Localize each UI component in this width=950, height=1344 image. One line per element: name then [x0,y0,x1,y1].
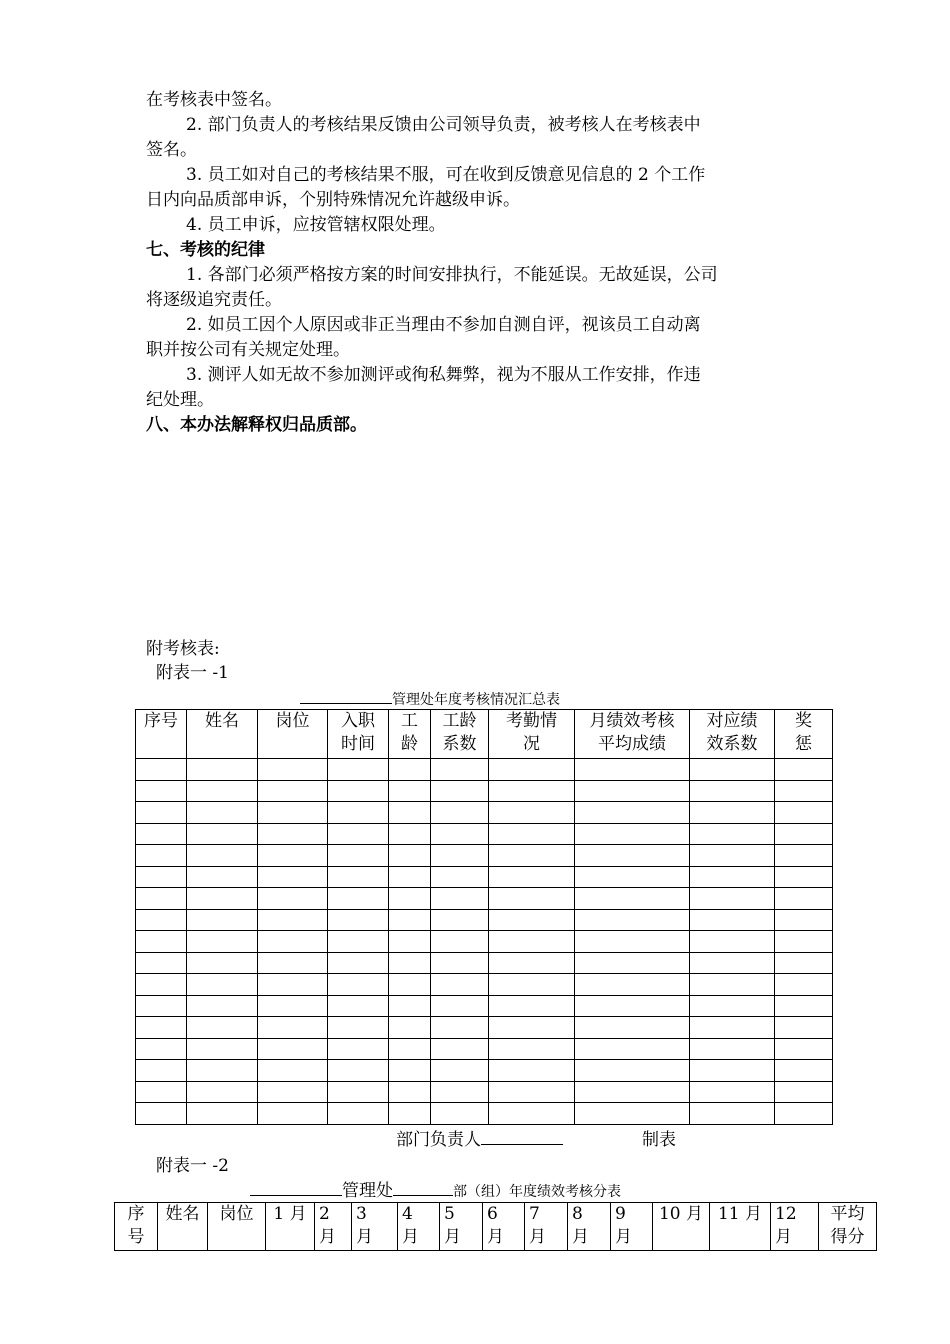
table-cell [489,1103,575,1125]
table-cell [136,1081,187,1103]
table-cell [690,802,775,824]
summary-header-text: 系数 [442,734,477,754]
table1-caption [300,689,560,709]
table-cell [258,1017,328,1039]
table-cell [136,888,187,910]
table-cell [328,888,389,910]
table-cell [690,1060,775,1082]
table-cell [575,1038,690,1060]
monthly-table [114,1202,877,1251]
monthly-header-cell [710,1203,771,1251]
section8-heading: 八、本办法解释权归品质部。 [146,415,367,435]
monthly-header-cell [525,1203,568,1251]
summary-table-header [136,710,833,759]
appendix-intro: 附考核表: [146,639,220,659]
table-cell [389,1038,431,1060]
monthly-header-text: 7 [529,1204,540,1224]
table-cell [690,1017,775,1039]
monthly-header-text: 岗位 [219,1204,254,1224]
signoff-line [396,1128,563,1152]
table-row [136,1038,833,1060]
monthly-header-cell [352,1203,398,1251]
monthly-header-text: 8 [572,1204,583,1224]
table-cell [136,823,187,845]
table-cell [775,1103,833,1125]
table-cell [136,995,187,1017]
table-cell [389,952,431,974]
table-cell [489,823,575,845]
table-cell [575,995,690,1017]
table-row [136,888,833,910]
table-cell [431,823,489,845]
table2-label: 附表一 -2 [156,1156,229,1176]
summary-header-text: 况 [523,734,540,754]
body-line-4: 3. 员工如对自己的考核结果不服，可在收到反馈意见信息的 2 个工作 [186,165,706,185]
table-cell [775,1081,833,1103]
table-cell [389,1081,431,1103]
monthly-header-text: 月 [319,1227,336,1247]
table-cell [489,780,575,802]
table-cell [775,802,833,824]
monthly-table-header [115,1203,877,1251]
signoff-blank [481,1128,563,1145]
section7-line-5: 3. 测评人如无故不参加测评或徇私舞弊，视为不服从工作安排，作违 [186,365,701,385]
monthly-header-text: 6 [487,1204,498,1224]
table-cell [575,1081,690,1103]
table-cell [575,866,690,888]
summary-header-cell [775,710,833,759]
table-cell [328,1103,389,1125]
table-cell [690,1038,775,1060]
monthly-header-text: 月 [615,1227,632,1247]
body-line-3: 签名。 [146,140,197,160]
table-cell [258,759,328,781]
monthly-header-cell [771,1203,819,1251]
table-cell [775,845,833,867]
monthly-header-text: 9 [615,1204,626,1224]
table-cell [258,1038,328,1060]
table-cell [489,888,575,910]
table-cell [775,931,833,953]
table2-caption-blank-2 [393,1181,453,1196]
table-cell [258,952,328,974]
table-cell [136,909,187,931]
table-cell [575,845,690,867]
table-cell [431,995,489,1017]
table-cell [258,780,328,802]
monthly-header-text: 10 月 [658,1204,704,1224]
table-cell [389,995,431,1017]
table-row [136,845,833,867]
monthly-header-cell [819,1203,877,1251]
table-cell [575,909,690,931]
monthly-header-text: 月 [356,1227,373,1247]
summary-header-text: 对应绩 [706,711,758,731]
table-cell [328,1081,389,1103]
table-cell [136,1017,187,1039]
table-cell [775,909,833,931]
table-cell [389,974,431,996]
table-cell [328,845,389,867]
table-cell [575,1017,690,1039]
summary-header-cell [489,710,575,759]
table-cell [690,759,775,781]
monthly-header-text: 月 [487,1227,504,1247]
monthly-header-text: 得分 [830,1227,865,1247]
table-row [136,995,833,1017]
table-cell [136,1038,187,1060]
summary-header-text: 序号 [144,711,178,731]
summary-header-cell [328,710,389,759]
table-cell [187,866,258,888]
table-cell [187,1103,258,1125]
summary-header-text: 奖 [795,711,812,731]
summary-header-text: 时间 [341,734,375,754]
table-cell [690,780,775,802]
table-cell [187,995,258,1017]
table-cell [389,823,431,845]
table-row [136,1017,833,1039]
summary-header-cell [389,710,431,759]
table-cell [258,866,328,888]
monthly-header-text: 月 [775,1227,792,1247]
table-cell [389,845,431,867]
table-cell [328,1017,389,1039]
table-cell [258,845,328,867]
monthly-header-cell [266,1203,315,1251]
body-line-1: 在考核表中签名。 [146,90,282,110]
monthly-header-cell [611,1203,653,1251]
table-row [136,1103,833,1125]
signoff-person: 部门负责人 [396,1130,481,1150]
summary-header-text: 工 [401,711,418,731]
summary-header-cell [187,710,258,759]
table2-caption-blank-1 [250,1181,342,1196]
table-cell [187,974,258,996]
table-cell [690,995,775,1017]
section7-line-4: 职并按公司有关规定处理。 [146,340,350,360]
monthly-header-text: 月 [402,1227,419,1247]
table-cell [187,952,258,974]
table-cell [389,780,431,802]
signoff-make: 制表 [642,1130,676,1150]
table-cell [489,866,575,888]
table-cell [690,845,775,867]
monthly-header-cell [483,1203,525,1251]
section7-line-3: 2. 如员工因个人原因或非正当理由不参加自测自评，视该员工自动离 [186,315,701,335]
summary-header-cell [431,710,489,759]
summary-header-cell [136,710,187,759]
summary-header-cell [690,710,775,759]
table-cell [258,909,328,931]
table-cell [575,952,690,974]
table-cell [690,931,775,953]
table-cell [187,888,258,910]
table-cell [431,1103,489,1125]
monthly-header-text: 月 [572,1227,589,1247]
table-row [136,974,833,996]
summary-header-text: 岗位 [275,711,310,731]
table2-caption [250,1179,621,1204]
monthly-header-text: 3 [356,1204,367,1224]
table-cell [775,1038,833,1060]
table-cell [775,866,833,888]
table-cell [431,931,489,953]
table-cell [489,1038,575,1060]
table-row [136,952,833,974]
body-line-2: 2. 部门负责人的考核结果反馈由公司领导负责，被考核人在考核表中 [186,115,701,135]
monthly-header-text: 4 [402,1204,413,1224]
section7-heading: 七、考核的纪律 [146,240,265,260]
table-row [136,802,833,824]
table-row [136,931,833,953]
table-cell [328,931,389,953]
table-cell [389,802,431,824]
table-cell [187,845,258,867]
table-cell [258,1060,328,1082]
summary-header-text: 龄 [401,734,418,754]
monthly-header-text: 姓名 [165,1204,200,1224]
table-cell [431,1017,489,1039]
summary-header-text: 平均成绩 [598,734,666,754]
table-cell [575,888,690,910]
monthly-header-text: 月 [444,1227,461,1247]
table-cell [489,845,575,867]
summary-header-text: 月绩效考核 [589,711,675,731]
table-cell [328,780,389,802]
table-cell [328,759,389,781]
body-line-6: 4. 员工申诉，应按管辖权限处理。 [186,215,446,235]
table-row [136,1081,833,1103]
table-cell [187,931,258,953]
table-cell [489,952,575,974]
table-cell [775,1017,833,1039]
table-cell [187,1038,258,1060]
table1-caption-text: 管理处年度考核情况汇总表 [392,692,560,708]
table-cell [136,780,187,802]
table-cell [187,1017,258,1039]
table-row [136,866,833,888]
table-cell [575,1103,690,1125]
table-cell [690,952,775,974]
summary-table [135,709,833,1125]
table-cell [431,759,489,781]
table-cell [489,1060,575,1082]
table-row [136,780,833,802]
table-cell [258,974,328,996]
table-cell [775,780,833,802]
monthly-header-text: 2 [319,1204,330,1224]
summary-header-cell [575,710,690,759]
monthly-header-cell [440,1203,483,1251]
table-cell [489,759,575,781]
table-cell [690,888,775,910]
table-cell [431,1081,489,1103]
monthly-header-text: 1 月 [273,1204,307,1224]
table-cell [258,823,328,845]
table-cell [690,866,775,888]
table-cell [328,909,389,931]
table-cell [187,802,258,824]
summary-header-text: 工龄 [442,711,477,731]
table-cell [136,974,187,996]
table-cell [775,759,833,781]
table1-caption-blank [300,689,392,704]
monthly-header-cell [315,1203,352,1251]
monthly-header-cell [115,1203,158,1251]
table-cell [431,952,489,974]
monthly-header-text: 序 [127,1204,145,1224]
table-cell [328,995,389,1017]
table-cell [489,995,575,1017]
table-cell [389,888,431,910]
table-cell [690,909,775,931]
table-cell [431,974,489,996]
summary-header-text: 惩 [795,734,812,754]
table-cell [431,866,489,888]
table-cell [575,823,690,845]
body-line-5: 日内向品质部申诉，个别特殊情况允许越级申诉。 [146,190,520,210]
table-cell [258,995,328,1017]
table-cell [489,974,575,996]
table-cell [136,1060,187,1082]
table-cell [187,823,258,845]
summary-header-text: 考勤情 [506,711,557,731]
section7-line-1: 1. 各部门必须严格按方案的时间安排执行，不能延误。无故延误，公司 [186,265,718,285]
table-cell [389,1060,431,1082]
table-cell [389,909,431,931]
table-cell [489,1081,575,1103]
table-row [136,909,833,931]
summary-header-text: 入职 [341,711,375,731]
table-cell [775,823,833,845]
table-row [136,759,833,781]
table-cell [575,780,690,802]
table-cell [431,780,489,802]
table-cell [328,802,389,824]
table-cell [775,974,833,996]
table-cell [389,1103,431,1125]
table-cell [575,802,690,824]
table2-caption-a: 管理处 [342,1181,393,1201]
table-cell [136,759,187,781]
summary-header-text: 姓名 [205,711,239,731]
table-cell [431,909,489,931]
table-cell [328,866,389,888]
table-cell [575,931,690,953]
table-cell [775,995,833,1017]
table-cell [389,931,431,953]
table-cell [690,1103,775,1125]
table-cell [187,909,258,931]
monthly-header-text: 平均 [830,1204,865,1224]
table-cell [258,1081,328,1103]
table-cell [187,1081,258,1103]
table-cell [258,802,328,824]
table-cell [489,802,575,824]
table-cell [136,866,187,888]
monthly-header-text: 11 月 [717,1204,763,1224]
table-cell [489,1017,575,1039]
monthly-header-text: 12 [775,1204,797,1224]
table-cell [136,931,187,953]
monthly-header-cell [568,1203,611,1251]
table-cell [575,1060,690,1082]
table-cell [389,866,431,888]
table-cell [690,974,775,996]
summary-header-text: 效系数 [706,734,758,754]
table-cell [575,974,690,996]
monthly-header-cell [653,1203,710,1251]
table-cell [775,1060,833,1082]
summary-header-cell [258,710,328,759]
table2-caption-b: 部（组）年度绩效考核分表 [453,1184,621,1200]
table-cell [328,1038,389,1060]
table-cell [775,952,833,974]
section7-line-6: 纪处理。 [146,390,214,410]
table-cell [136,952,187,974]
table-row [136,823,833,845]
table1-label: 附表一 -1 [156,663,229,683]
table-cell [575,759,690,781]
table-cell [328,823,389,845]
table-cell [136,845,187,867]
table-cell [690,823,775,845]
table-cell [431,1060,489,1082]
table-cell [431,1038,489,1060]
table-cell [690,1081,775,1103]
table-cell [136,1103,187,1125]
table-cell [328,974,389,996]
table-cell [775,888,833,910]
section7-line-2: 将逐级追究责任。 [146,290,282,310]
monthly-header-cell [158,1203,208,1251]
monthly-header-cell [208,1203,266,1251]
monthly-header-text: 月 [529,1227,546,1247]
table-cell [187,780,258,802]
monthly-header-text: 5 [444,1204,455,1224]
table-cell [136,802,187,824]
table-cell [389,1017,431,1039]
table-cell [389,759,431,781]
table-cell [489,931,575,953]
table-row [136,1060,833,1082]
table-cell [258,931,328,953]
table-cell [431,888,489,910]
table-cell [489,909,575,931]
table-cell [187,759,258,781]
monthly-header-text: 号 [127,1227,145,1247]
table-cell [328,952,389,974]
table-cell [431,845,489,867]
table-cell [187,1060,258,1082]
table-cell [258,888,328,910]
table-cell [328,1060,389,1082]
table-cell [431,802,489,824]
table-cell [258,1103,328,1125]
monthly-header-cell [398,1203,440,1251]
